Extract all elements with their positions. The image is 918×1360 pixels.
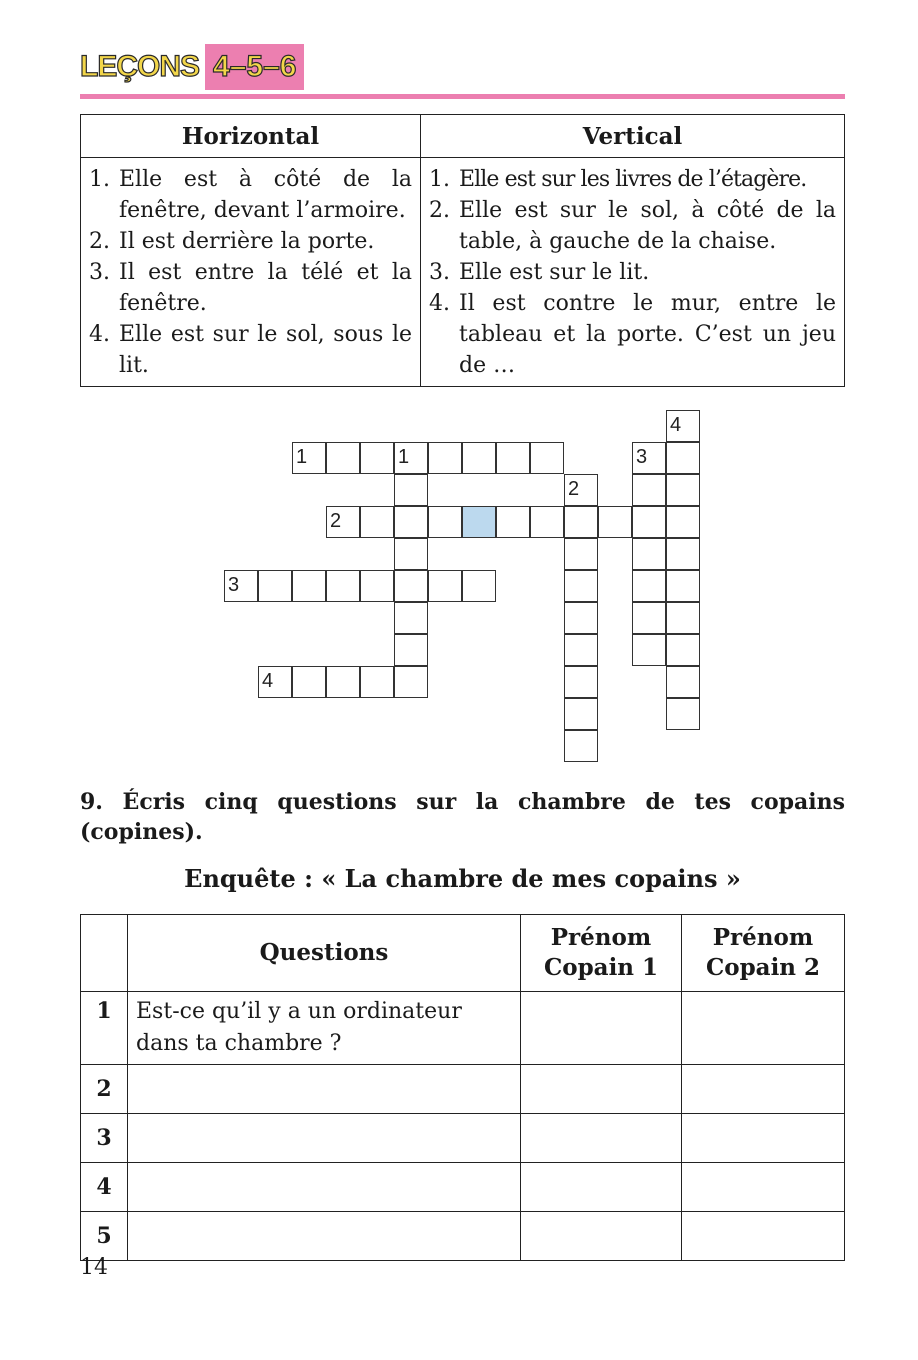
crossword-cell[interactable] — [632, 474, 666, 506]
crossword-cell[interactable] — [666, 698, 700, 730]
crossword-cell[interactable] — [632, 538, 666, 570]
lesson-title: LEÇONS — [80, 50, 200, 83]
crossword-clue-number: 3 — [636, 446, 648, 468]
answer-cell-copain1[interactable] — [521, 992, 682, 1065]
crossword-cell[interactable] — [360, 506, 394, 538]
row-number: 4 — [81, 1163, 128, 1212]
answer-cell-copain2[interactable] — [682, 1114, 845, 1163]
answer-cell-copain1[interactable] — [521, 1114, 682, 1163]
clues-table — [80, 114, 845, 387]
table-row — [81, 1114, 845, 1163]
exercise-instruction: 9. Écris cinq questions sur la chambre de tes copains (copines). — [80, 789, 845, 845]
crossword-cell[interactable] — [394, 442, 428, 474]
crossword-cell[interactable] — [564, 474, 598, 506]
survey-table — [80, 914, 845, 1261]
table-row — [81, 1163, 845, 1212]
question-cell[interactable] — [128, 1163, 521, 1212]
answer-cell-copain2[interactable] — [682, 1065, 845, 1114]
crossword-cell[interactable] — [564, 570, 598, 602]
crossword-cell[interactable] — [598, 506, 632, 538]
crossword-cell[interactable] — [462, 506, 496, 538]
crossword-cell[interactable] — [462, 442, 496, 474]
crossword-cell[interactable] — [394, 602, 428, 634]
crossword-cell[interactable] — [496, 442, 530, 474]
crossword-cell[interactable] — [632, 570, 666, 602]
crossword-clue-number: 2 — [568, 478, 580, 500]
crossword-cell[interactable] — [632, 602, 666, 634]
survey-questions-header: Questions — [128, 915, 521, 992]
crossword-cell[interactable] — [564, 698, 598, 730]
survey-copain2-header: Prénom Copain 2 — [682, 915, 845, 992]
crossword-cell[interactable] — [394, 570, 428, 602]
crossword-cell[interactable] — [360, 570, 394, 602]
crossword-cell[interactable] — [666, 634, 700, 666]
crossword-cell[interactable] — [564, 666, 598, 698]
crossword-cell[interactable] — [666, 666, 700, 698]
table-row — [81, 1212, 845, 1261]
crossword-cell[interactable] — [564, 730, 598, 762]
vertical-heading: Vertical — [421, 115, 845, 158]
crossword-cell[interactable] — [258, 570, 292, 602]
crossword-clue-number: 3 — [228, 574, 240, 596]
crossword-cell[interactable] — [292, 666, 326, 698]
survey-num-header — [81, 915, 128, 992]
crossword-cell[interactable] — [564, 506, 598, 538]
crossword-cell[interactable] — [224, 570, 258, 602]
crossword-clue-number: 2 — [330, 510, 342, 532]
horizontal-heading: Horizontal — [81, 115, 421, 158]
crossword-cell[interactable] — [632, 442, 666, 474]
crossword-cell[interactable] — [564, 538, 598, 570]
crossword-cell[interactable] — [360, 442, 394, 474]
answer-cell-copain2[interactable] — [682, 1163, 845, 1212]
vertical-clues — [421, 158, 845, 387]
survey-copain1-header: Prénom Copain 1 — [521, 915, 682, 992]
crossword-cell[interactable] — [326, 506, 360, 538]
answer-cell-copain1[interactable] — [521, 1065, 682, 1114]
crossword-cell[interactable] — [428, 570, 462, 602]
answer-cell-copain1[interactable] — [521, 1163, 682, 1212]
row-number: 1 — [81, 992, 128, 1065]
table-row — [81, 992, 845, 1065]
crossword-cell[interactable] — [326, 666, 360, 698]
crossword-cell[interactable] — [666, 474, 700, 506]
crossword-clue-number: 1 — [398, 446, 410, 468]
crossword-cell[interactable] — [394, 506, 428, 538]
crossword-cell[interactable] — [666, 442, 700, 474]
crossword-cell[interactable] — [530, 506, 564, 538]
answer-cell-copain2[interactable] — [682, 1212, 845, 1261]
clue-item: 2. Elle est sur le sol, à côté de la table, à gauche de la chaise. — [429, 198, 836, 254]
crossword-cell[interactable] — [394, 666, 428, 698]
clue-item: 1. Elle est à côté de la fenêtre, devant l’armoire. — [89, 167, 412, 223]
row-number: 2 — [81, 1065, 128, 1114]
crossword-cell[interactable] — [632, 634, 666, 666]
crossword-clue-number: 4 — [670, 414, 682, 436]
crossword-cell[interactable] — [292, 442, 326, 474]
answer-cell-copain2[interactable] — [682, 992, 845, 1065]
crossword-cell[interactable] — [666, 506, 700, 538]
crossword-clue-number: 4 — [262, 670, 274, 692]
crossword-cell[interactable] — [666, 602, 700, 634]
crossword-cell[interactable] — [462, 570, 496, 602]
clue-item: 1. Elle est sur les livres de l’étagère. — [429, 167, 807, 192]
page-number: 14 — [80, 1255, 108, 1280]
lesson-numbers: 4–5–6 — [205, 44, 304, 90]
crossword-clue-number: 1 — [296, 446, 308, 468]
crossword-cell[interactable] — [564, 602, 598, 634]
row-number: 3 — [81, 1114, 128, 1163]
crossword-cell[interactable] — [428, 442, 462, 474]
question-cell[interactable] — [128, 1212, 521, 1261]
question-cell[interactable] — [128, 1065, 521, 1114]
crossword-cell[interactable] — [666, 410, 700, 442]
crossword-cell[interactable] — [326, 442, 360, 474]
crossword-cell[interactable] — [564, 634, 598, 666]
clue-item: 4. Elle est sur le sol, sous le lit. — [89, 322, 412, 378]
clue-item: 4. Il est contre le mur, entre le tableau et la porte. C’est un jeu de … — [429, 291, 836, 378]
answer-cell-copain1[interactable] — [521, 1212, 682, 1261]
crossword-cell[interactable] — [394, 474, 428, 506]
horizontal-clues — [81, 158, 421, 387]
crossword-cell[interactable] — [428, 506, 462, 538]
crossword-cell[interactable] — [394, 634, 428, 666]
crossword-cell[interactable] — [496, 506, 530, 538]
clue-item: 3. Il est entre la télé et la fenêtre. — [89, 260, 412, 316]
crossword-cell[interactable] — [292, 570, 326, 602]
question-cell[interactable] — [128, 1114, 521, 1163]
crossword-cell[interactable] — [666, 538, 700, 570]
crossword-cell[interactable] — [258, 666, 292, 698]
crossword-cell[interactable] — [326, 570, 360, 602]
row-number: 5 — [81, 1212, 128, 1261]
crossword-cell[interactable] — [394, 538, 428, 570]
lesson-header — [80, 44, 304, 90]
crossword-cell[interactable] — [666, 570, 700, 602]
survey-title: Enquête : « La chambre de mes copains » — [184, 864, 741, 893]
table-row — [81, 1065, 845, 1114]
crossword-cell[interactable] — [360, 666, 394, 698]
clue-item: 2. Il est derrière la porte. — [89, 229, 375, 254]
crossword-cell[interactable] — [530, 442, 564, 474]
clue-item: 3. Elle est sur le lit. — [429, 260, 650, 285]
question-cell[interactable]: Est-ce qu’il y a un ordinateur dans ta chambre ? — [128, 992, 521, 1065]
header-rule — [80, 94, 845, 99]
crossword-cell[interactable] — [632, 506, 666, 538]
